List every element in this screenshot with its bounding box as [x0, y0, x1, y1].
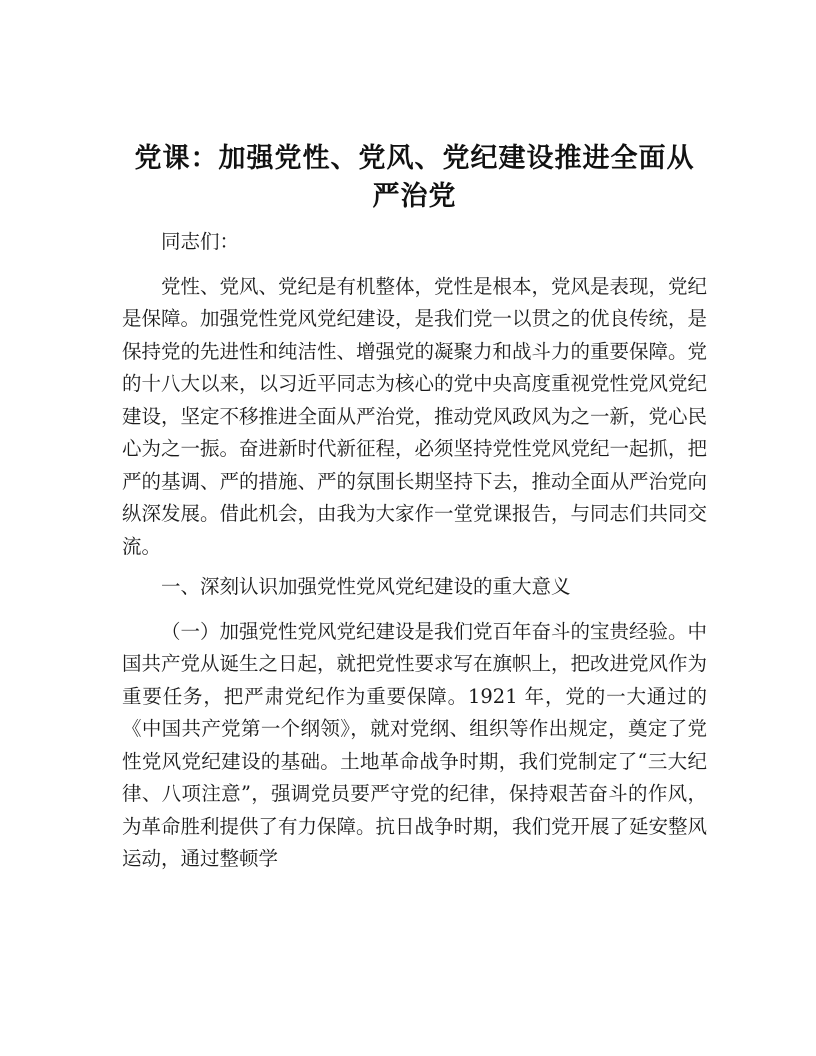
document-body: [122, 140, 707, 884]
body-paragraph: （一）加强党性党风党纪建设是我们党百年奋斗的宝贵经验。中国共产党从诞生之日起，就把党性要求写在旗帜上，把改进党风作为重要任务，把严肃党纪作为重要保障。1921 年，党的一大通过的《中国共产党第一个纲领》，就对党纲、组织等作出规定，奠定了党性党风党纪建设的基础。土地革命战争时期，我们党制定了“三大纪律、八项注意”，强调党员要严守党的纪律，保持艰苦奋斗的作风，为革命胜利提供了有力保障。抗日战争时期，我们党开展了延安整风运动，通过整顿学: [122, 619, 708, 870]
intro-paragraph: 党性、党风、党纪是有机整体，党性是根本，党风是表现，党纪是保障。加强党性党风党纪建设，是我们党一以贯之的优良传统，是保持党的先进性和纯洁性、增强党的凝聚力和战斗力的重要保障。党的十八大以来，以习近平同志为核心的党中央高度重视党性党风党纪建设，坚定不移推进全面从严治党，推动党风政风为之一新，党心民心为之一振。奋进新时代新征程，必须坚持党性党风党纪一起抓，把严的基调、严的措施、严的氛围长期坚持下去，推动全面从严治党向纵深发展。借此机会，由我为大家作一堂党课报告，与同志们共同交流。: [122, 274, 708, 558]
title-line-2: 严治党: [372, 181, 457, 212]
title-line-1: 党课：加强党性、党风、党纪建设推进全面从: [134, 143, 695, 174]
document-title: [122, 140, 707, 216]
salutation: 同志们：: [161, 230, 240, 253]
section-heading: 一、深刻认识加强党性党风党纪建设的重大意义: [161, 575, 571, 598]
